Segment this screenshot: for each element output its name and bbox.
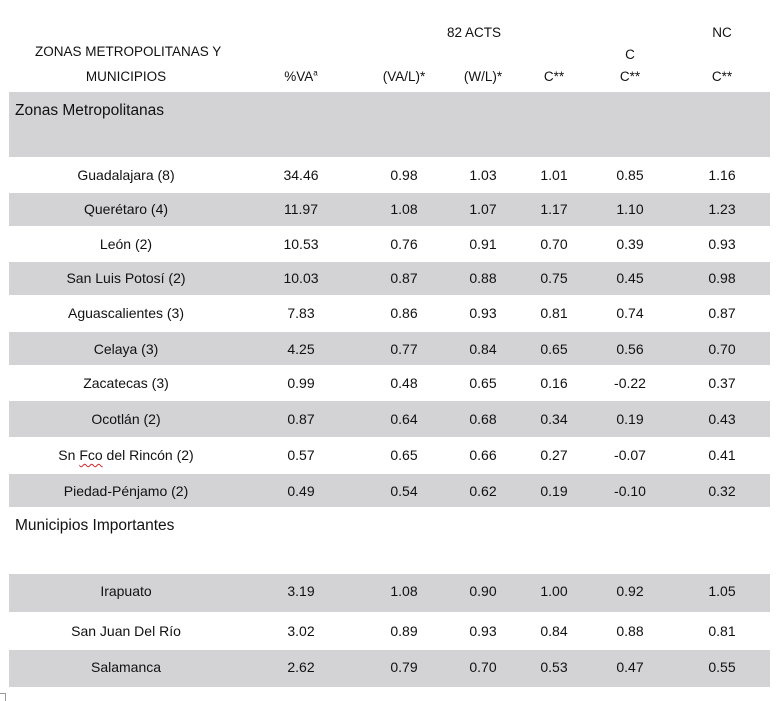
cc-value: 0.88 [616, 623, 644, 639]
zone-column-header-line2: MUNICIPIOS [85, 69, 167, 84]
va-l-value: 0.77 [390, 341, 418, 357]
c-value: 0.70 [540, 236, 568, 252]
cc-value: 0.56 [616, 341, 644, 357]
w-l-value: 0.84 [469, 341, 497, 357]
va-value: 0.87 [287, 411, 315, 427]
row-name: Celaya (3) [93, 341, 159, 357]
section-title-municipios: Municipios Importantes [15, 517, 175, 534]
va-value: 7.83 [287, 305, 315, 321]
row-name: Salamanca [90, 659, 162, 675]
row-name: Zacatecas (3) [83, 375, 169, 391]
row-name: Querétaro (4) [83, 201, 169, 217]
c-column-header: C** [543, 69, 565, 84]
row-name: Piedad-Pénjamo (2) [63, 483, 189, 499]
group-header-82-acts: 82 ACTS [446, 25, 502, 40]
va-percent-column-header [284, 69, 317, 85]
va-value: 10.53 [283, 236, 319, 252]
cc-value: 0.85 [616, 167, 644, 183]
row-name: San Juan Del Río [71, 623, 181, 639]
va-value: 10.03 [283, 270, 319, 286]
va-value: 0.49 [287, 483, 315, 499]
c-value: 1.01 [540, 167, 568, 183]
row-name: Ocotlán (2) [91, 411, 161, 427]
va-l-value: 0.89 [390, 623, 418, 639]
nc-value: 0.37 [708, 375, 736, 391]
c-value: 0.65 [540, 341, 568, 357]
w-l-value: 0.88 [469, 270, 497, 286]
spellcheck-flagged-word: Fco [79, 447, 103, 463]
va-l-value: 0.76 [390, 236, 418, 252]
va-value: 0.99 [287, 375, 315, 391]
w-l-value: 0.93 [469, 305, 497, 321]
va-value: 3.02 [287, 623, 315, 639]
va-l-value: 0.48 [390, 375, 418, 391]
row-name: León (2) [99, 236, 153, 252]
va-l-value: 0.64 [390, 411, 418, 427]
w-l-value: 0.91 [469, 236, 497, 252]
cc-column-header-bottom: C** [619, 69, 641, 84]
c-value: 0.53 [540, 659, 568, 675]
va-l-value: 0.54 [390, 483, 418, 499]
cc-value: 1.10 [616, 201, 644, 217]
nc-column-header-top: NC [712, 25, 732, 40]
nc-value: 0.43 [708, 411, 736, 427]
c-value: 0.81 [540, 305, 568, 321]
w-l-value: 0.62 [469, 483, 497, 499]
section-title-metro: Zonas Metropolitanas [15, 102, 165, 119]
c-value: 1.17 [540, 201, 568, 217]
cc-value: 0.45 [616, 270, 644, 286]
w-l-value: 0.70 [469, 659, 497, 675]
row-name-prefix: Sn [58, 447, 80, 463]
nc-value: 0.70 [708, 341, 736, 357]
va-value: 4.25 [287, 341, 315, 357]
va-l-value: 0.79 [390, 659, 418, 675]
nc-value: 1.16 [708, 167, 736, 183]
row-name: Irapuato [100, 583, 152, 599]
row-name-suffix: del Rincón (2) [102, 447, 194, 463]
w-l-value: 1.03 [469, 167, 497, 183]
va-l-value: 0.87 [390, 270, 418, 286]
va-l-value: 0.86 [390, 305, 418, 321]
va-footnote-marker: a [313, 68, 318, 78]
w-l-value: 0.65 [469, 375, 497, 391]
va-percent-label: %VA [284, 69, 314, 84]
nc-value: 0.98 [708, 270, 736, 286]
cc-value: 0.19 [616, 411, 644, 427]
row-name: San Luis Potosí (2) [66, 270, 186, 286]
nc-value: 1.05 [708, 583, 736, 599]
va-value: 3.19 [287, 583, 315, 599]
w-l-value: 0.93 [469, 623, 497, 639]
c-value: 0.75 [540, 270, 568, 286]
cc-value: -0.22 [614, 375, 646, 391]
nc-value: 0.81 [708, 623, 736, 639]
row-name: Guadalajara (8) [77, 167, 175, 183]
cc-value: 0.74 [616, 305, 644, 321]
nc-value: 0.55 [708, 659, 736, 675]
nc-value: 0.93 [708, 236, 736, 252]
nc-column-header-bottom: C** [711, 69, 733, 84]
w-l-value: 1.07 [469, 201, 497, 217]
va-l-value: 1.08 [390, 201, 418, 217]
nc-value: 0.41 [708, 447, 736, 463]
w-l-value: 0.68 [469, 411, 497, 427]
c-value: 0.34 [540, 411, 568, 427]
w-l-value: 0.66 [469, 447, 497, 463]
va-l-value: 0.98 [390, 167, 418, 183]
nc-value: 0.32 [708, 483, 736, 499]
c-value: 1.00 [540, 583, 568, 599]
cc-column-header-top: C [625, 47, 635, 62]
cc-value: 0.92 [616, 583, 644, 599]
cc-value: 0.39 [616, 236, 644, 252]
row-name: Aguascalientes (3) [68, 305, 184, 321]
va-value: 2.62 [287, 659, 315, 675]
nc-value: 1.23 [708, 201, 736, 217]
row-name [58, 447, 193, 463]
va-value: 11.97 [284, 201, 318, 217]
va-l-value: 0.65 [390, 447, 418, 463]
w-l-value: 0.90 [469, 583, 497, 599]
c-value: 0.16 [540, 375, 568, 391]
va-per-l-column-header: (VA/L)* [382, 69, 426, 84]
nc-value: 0.87 [708, 305, 736, 321]
cc-value: -0.10 [614, 483, 646, 499]
cc-value: 0.47 [616, 659, 644, 675]
c-value: 0.19 [540, 483, 568, 499]
zone-column-header-line1: ZONAS METROPOLITANAS Y [35, 44, 222, 59]
w-per-l-column-header: (W/L)* [463, 69, 503, 84]
c-value: 0.84 [540, 623, 568, 639]
va-l-value: 1.08 [390, 583, 418, 599]
cc-value: -0.07 [614, 447, 646, 463]
va-value: 34.46 [283, 167, 319, 183]
c-value: 0.27 [540, 447, 568, 463]
va-value: 0.57 [287, 447, 315, 463]
